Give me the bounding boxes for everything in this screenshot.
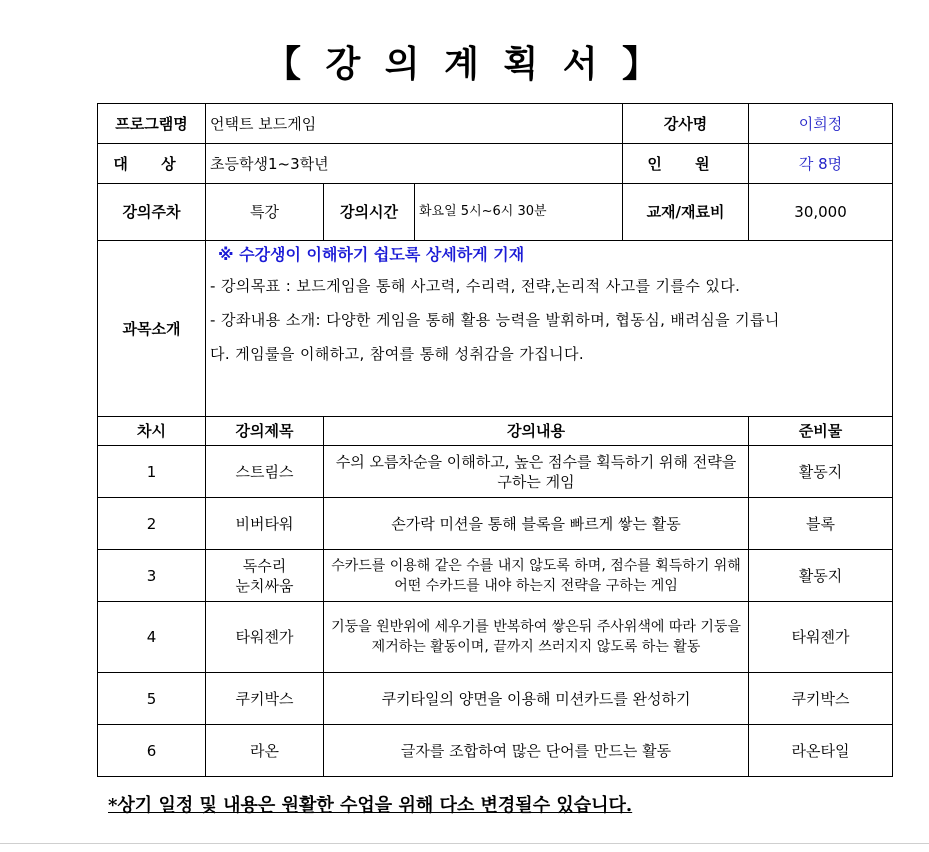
row-content: 기둥을 원반위에 세우기를 반복하여 쌓은뒤 주사위색에 따라 기둥을 제거하는 활동이며, 끝까지 쓰러지지 않도록 하는 활동 <box>324 602 749 673</box>
instructor-label: 강사명 <box>623 104 749 144</box>
fee-label: 교재/재료비 <box>623 184 749 241</box>
page-title: 【 강 의 계 획 서 】 <box>264 43 665 85</box>
header-title: 강의제목 <box>206 417 324 446</box>
time-value: 화요일 5시~6시 30분 <box>415 184 623 241</box>
table-row <box>98 498 893 550</box>
row-material: 쿠키박스 <box>749 673 893 725</box>
time-label: 강의시간 <box>324 184 415 241</box>
header-material: 준비물 <box>749 417 893 446</box>
row-content: 수카드를 이용해 같은 수를 내지 않도록 하며, 점수를 획득하기 위해 어떤 수카드를 내야 하는지 전략을 구하는 게임 <box>324 550 749 602</box>
program-row <box>98 104 893 144</box>
week-value: 특강 <box>206 184 324 241</box>
row-title: 라온 <box>206 725 324 777</box>
intro-line-2: - 강좌내용 소개: 다양한 게임을 통해 활용 능력을 발휘하며, 협동심, 배려심을 기릅니 <box>210 311 780 329</box>
row-content: 쿠키타일의 양면을 이용해 미션카드를 완성하기 <box>324 673 749 725</box>
row-content: 손가락 미션을 통해 블록을 빠르게 쌓는 활동 <box>324 498 749 550</box>
header-no: 차시 <box>98 417 206 446</box>
people-value: 각 8명 <box>749 144 893 184</box>
header-content: 강의내용 <box>324 417 749 446</box>
intro-label: 과목소개 <box>98 241 206 417</box>
program-value: 언택트 보드게임 <box>206 104 623 144</box>
row-material: 라온타일 <box>749 725 893 777</box>
program-label: 프로그램명 <box>98 104 206 144</box>
lecture-plan-table <box>97 103 893 777</box>
row-content: 글자를 조합하여 많은 단어를 만드는 활동 <box>324 725 749 777</box>
row-no: 3 <box>98 550 206 602</box>
table-row <box>98 673 893 725</box>
table-row <box>98 446 893 498</box>
week-row <box>98 184 893 241</box>
target-value: 초등학생1~3학년 <box>206 144 623 184</box>
intro-content <box>206 241 893 417</box>
row-no: 6 <box>98 725 206 777</box>
intro-line-1: - 강의목표 : 보드게임을 통해 사고력, 수리력, 전략,논리적 사고를 기를수 있다. <box>210 277 741 295</box>
row-title: 독수리 눈치싸움 <box>206 550 324 602</box>
row-title: 비버타워 <box>206 498 324 550</box>
target-label: 대 상 <box>98 144 206 184</box>
row-material: 타워젠가 <box>749 602 893 673</box>
table-row <box>98 602 893 673</box>
people-label: 인 원 <box>623 144 749 184</box>
table-row <box>98 550 893 602</box>
week-label: 강의주차 <box>98 184 206 241</box>
instructor-value: 이희정 <box>749 104 893 144</box>
row-no: 2 <box>98 498 206 550</box>
target-row <box>98 144 893 184</box>
page-bottom-divider <box>0 843 929 844</box>
row-material: 활동지 <box>749 446 893 498</box>
row-title: 쿠키박스 <box>206 673 324 725</box>
intro-row <box>98 241 893 417</box>
row-no: 1 <box>98 446 206 498</box>
row-material: 블록 <box>749 498 893 550</box>
row-no: 4 <box>98 602 206 673</box>
row-content: 수의 오름차순을 이해하고, 높은 점수를 획득하기 위해 전략을 구하는 게임 <box>324 446 749 498</box>
schedule-header-row <box>98 417 893 446</box>
fee-value: 30,000 <box>749 184 893 241</box>
intro-highlight: ※ 수강생이 이해하기 쉽도록 상세하게 기재 <box>218 245 525 264</box>
row-title: 타워젠가 <box>206 602 324 673</box>
row-material: 활동지 <box>749 550 893 602</box>
schedule-change-note: *상기 일정 및 내용은 원활한 수업을 위해 다소 변경될수 있습니다. <box>108 795 633 816</box>
row-title: 스트림스 <box>206 446 324 498</box>
intro-line-3: 다. 게임룰을 이해하고, 참여를 통해 성취감을 가집니다. <box>210 345 585 363</box>
row-no: 5 <box>98 673 206 725</box>
table-row <box>98 725 893 777</box>
